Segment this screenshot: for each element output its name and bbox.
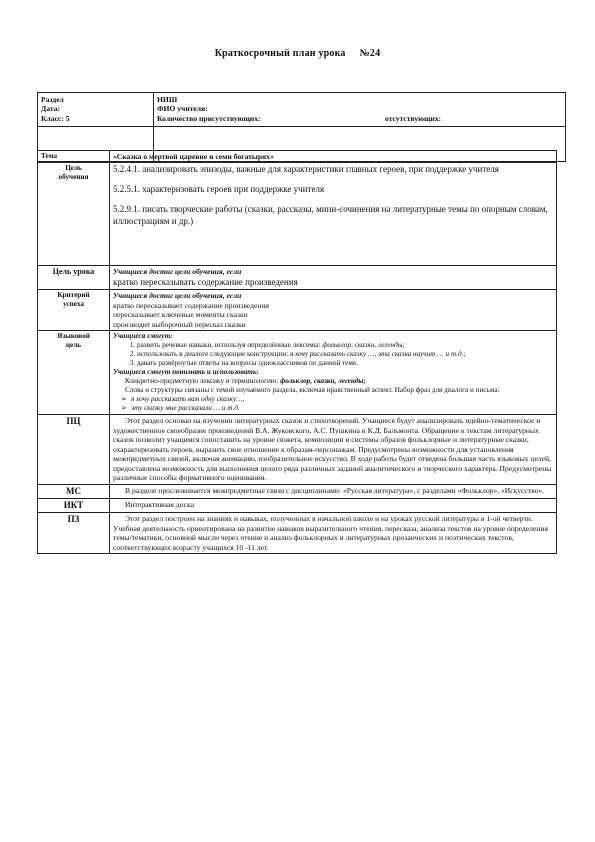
interdisciplinary-row bbox=[38, 484, 557, 498]
language-content bbox=[110, 331, 557, 415]
prior-knowledge-row bbox=[38, 513, 557, 554]
ict-row bbox=[38, 498, 557, 512]
values-label: ПЦ bbox=[38, 415, 110, 484]
teacher-label: ФИО учителя: bbox=[157, 104, 208, 114]
criteria-label bbox=[38, 290, 110, 331]
absent-label: отсутствующих: bbox=[385, 113, 442, 123]
lesson-goal-content bbox=[110, 266, 557, 290]
ict-content: Интерактивная доска bbox=[110, 498, 557, 512]
interdisciplinary-label: МС bbox=[38, 484, 110, 498]
title-number: №24 bbox=[359, 48, 381, 59]
goals-row bbox=[38, 163, 557, 266]
language-label-line1: Языковой bbox=[57, 332, 90, 341]
criteria-label-line1: Критерий bbox=[57, 291, 90, 300]
language-row bbox=[38, 331, 557, 415]
topic-value: «Сказка о мертвой царевне и семи богатырях» bbox=[110, 151, 557, 163]
lesson-goal-label: Цель урока bbox=[38, 266, 110, 290]
goal-item: 5.2.4.1. анализировать эпизоды, важные для характеристики главных героев, при поддержке учителя bbox=[113, 164, 499, 175]
criteria-row bbox=[38, 290, 557, 331]
criteria-intro: Учащиеся достиг цели обучения, если bbox=[113, 291, 242, 301]
list-item: ➢ эту сказку мне рассказали … и т.д. bbox=[133, 404, 553, 413]
topic-label: Тема bbox=[38, 151, 110, 163]
date-label: Дата: bbox=[41, 104, 60, 114]
title-main: Краткосрочный план урока bbox=[214, 48, 346, 59]
language-label-line2: цель bbox=[65, 341, 82, 350]
language-concrete-line bbox=[113, 377, 553, 386]
criteria-item: производит выборочный пересказ сказки bbox=[113, 319, 246, 329]
goal-item: 5.2.9.1. писать творческие работы (сказки, рассказы, мини-сочинения на литературные темы по опорным словам, иллюстрациям и др.) bbox=[113, 203, 548, 226]
language-li2-text: использовать в диалоге следующие конструкции: я bbox=[137, 350, 294, 359]
interdisciplinary-content: В разделе прослеживается межпредметные связи с дисциплинами: «Русская литература», с разделами «Фольклор», «Искусство». bbox=[110, 484, 557, 498]
topic-row bbox=[38, 151, 557, 163]
prior-knowledge-content: Этот раздел построен на знаниях и навыках, полученных в начальной школе и на уроках русской литературы в 1-ой четверти. Учебная деятельность ориентирована на развитие навыков выразительного чтения, пересказа, анализа текстов на уровне определения темы/тематики, основной мысли через чтение и анализ фольклорных и литературных прозаических и поэтических текстов, соответствующих возрасту учащихся 10 -11 лет. bbox=[110, 513, 557, 554]
lesson-goal-intro: Учащиеся достиг цели обучения, если bbox=[113, 267, 242, 277]
language-li1-terms: фольклор, сказки, легенды; bbox=[322, 341, 405, 350]
goal-item: 5.2.5.1. характеризовать героев при поддержке учителя bbox=[113, 184, 325, 195]
attendance-row bbox=[157, 114, 562, 124]
list-item: 3. давать развёрнутые ответы на вопросы одноклассников по данной теме. bbox=[137, 359, 553, 368]
ict-label: ИКТ bbox=[38, 498, 110, 512]
criteria-content bbox=[110, 290, 557, 331]
criteria-label-line2: успеха bbox=[63, 300, 84, 309]
language-concrete-terms: фольклор, сказки, легенды; bbox=[280, 377, 366, 386]
school-name: НИШ bbox=[157, 95, 178, 104]
list-item bbox=[137, 350, 553, 359]
values-content: Этот раздел основан на изучении литературных сказок и стихотворений. Учащиеся будут анализировать идейно-тематическое и художественное своеобразие произведений В.А. Жуковского, А.С. Пушкина и К.Д. Бальмонта. Обращение к текстам литературных сказок позволит учащимся сопоставить на уровне сюжета, композиции и системы образов фольклорные и литературные сказки, охарактеризовать героев, выразить свое отношение к образам-персонажам. Предусмотрены возможности для установления межпредметных связей, включая анимацию, изобразительное искусство. В ходе работы будет отведена большая часть языковых целей, предоставлена возможность для выполнения целого ряда различных заданий аналитического и творческого характера. Предусмотрены различные способы формативного оценивания. bbox=[110, 415, 557, 484]
lesson-goal-text: кратко пересказывать содержание произведения bbox=[113, 276, 298, 287]
criteria-item: кратко пересказывает содержание произведения bbox=[113, 300, 270, 310]
language-skills-list bbox=[113, 341, 553, 368]
goals-content bbox=[110, 163, 557, 266]
language-li2-constructions: хочу рассказать сказку …, эта сказка научит … и т.д.; bbox=[295, 350, 466, 359]
header-left-cell bbox=[38, 93, 154, 127]
page-title bbox=[0, 48, 595, 59]
language-structures: Слова и структуры связаны с темой изучаемого раздела, включая нравственный аспект. Набор фраз для диалога и письма: bbox=[125, 386, 500, 395]
plan-table bbox=[37, 150, 557, 554]
header-right-cell bbox=[154, 93, 566, 127]
language-phrases-list bbox=[113, 395, 553, 413]
list-item: ➢ я хочу рассказать вам одну сказку…, bbox=[133, 395, 553, 404]
values-row bbox=[38, 415, 557, 484]
language-li1-text: развить речевые навыки, используя определённые лексемы: bbox=[137, 341, 321, 350]
language-can-intro: Учащиеся смогут: bbox=[113, 332, 173, 341]
goals-label-line1: Цель bbox=[65, 164, 82, 173]
language-understand-intro: Учащиеся смогут понимать и использовать: bbox=[113, 368, 259, 377]
present-label: Количество присутствующих: bbox=[157, 113, 261, 123]
language-label bbox=[38, 331, 110, 415]
class-label: Класс: 5 bbox=[41, 113, 70, 123]
lesson-goal-row bbox=[38, 266, 557, 290]
section-label: Раздел bbox=[41, 95, 64, 104]
goals-label-line2: обучения bbox=[58, 173, 89, 182]
goals-label bbox=[38, 163, 110, 266]
language-concrete-text: Конкретно-предметную лексику и терминологию: bbox=[125, 377, 279, 386]
prior-knowledge-label: ПЗ bbox=[38, 513, 110, 554]
criteria-item: пересказывает ключевые моменты сказки bbox=[113, 310, 248, 320]
list-item bbox=[137, 341, 553, 350]
